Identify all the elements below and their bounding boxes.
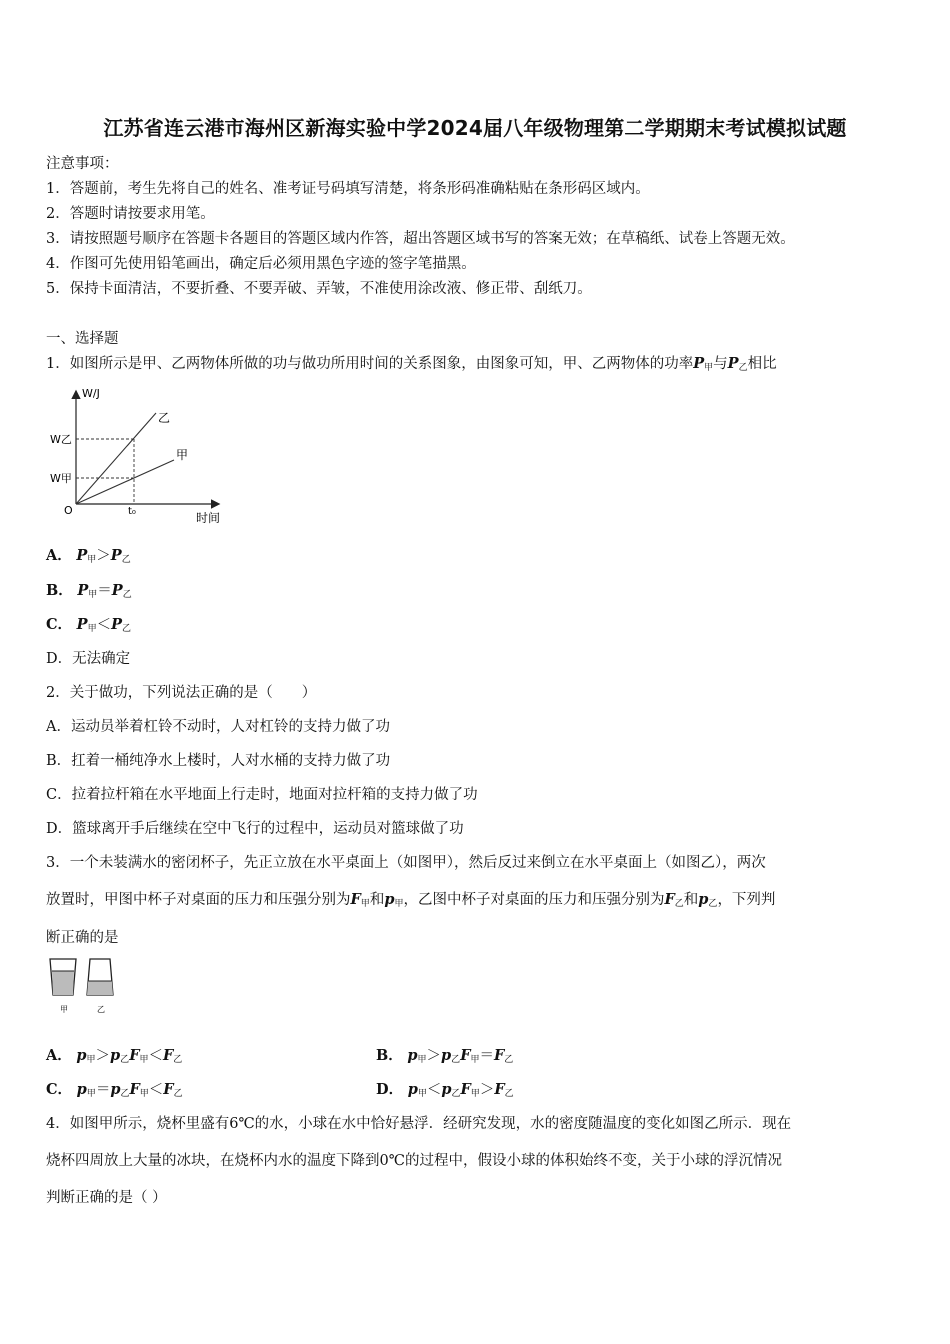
notice-item: 5．保持卡面清洁，不要折叠、不要弄破、弄皱，不准使用涂改液、修正带、刮纸刀。 — [46, 281, 592, 297]
line-jia — [76, 460, 174, 504]
notice-item: 3．请按照题号顺序在答题卡各题目的答题区域内作答，超出答题区域书写的答案无效；在草稿纸、试卷上答题无效。 — [46, 231, 795, 247]
y-axis-label: W/J — [82, 387, 100, 400]
q2-stem: 2．关于做功，下列说法正确的是（ ） — [46, 685, 317, 701]
section-heading: 一、选择题 — [46, 331, 119, 347]
q1-stem: 1．如图所示是甲、乙两物体所做的功与做功所用时间的关系图象，由图象可知，甲、乙两物体的功率$P_甲$与$P_乙$相比 — [46, 355, 777, 373]
line-yi — [76, 413, 156, 504]
q3-stem-line2: 放置时，甲图中杯子对桌面的压力和压强分别为$F_甲$和$p_甲$，乙图中杯子对桌面的压力和压强分别为$F_乙$和$p_乙$，下列判 — [46, 891, 776, 909]
cup-upright — [50, 959, 76, 995]
t0-label: t₀ — [128, 506, 136, 517]
q4-stem-line1: 4．如图甲所示，烧杯里盛有6℃的水，小球在水中恰好悬浮．经研究发现，水的密度随温度的变化如图乙所示．现在 — [46, 1116, 792, 1132]
q3-stem-line3: 断正确的是 — [46, 930, 119, 946]
q1-option-c: C． $P_甲<P_乙$ — [46, 616, 131, 634]
w-jia-label: W甲 — [50, 472, 72, 485]
q2-option-d: D．篮球离开手后继续在空中飞行的过程中，运动员对篮球做了功 — [46, 821, 464, 837]
line-jia-label: 甲 — [176, 448, 189, 462]
q3-option-c: C． $p_甲=p_乙F_甲<F_乙$ — [46, 1081, 183, 1099]
q1-option-d: D．无法确定 — [46, 651, 131, 667]
q3-option-a: A． $p_甲>p_乙F_甲<F_乙$ — [46, 1047, 183, 1065]
q4-stem-line3: 判断正确的是（ ） — [46, 1190, 167, 1206]
page-title: 江苏省连云港市海州区新海实验中学2024届八年级物理第二学期期末考试模拟试题 — [103, 116, 847, 140]
q3-option-b: B． $p_甲>p_乙F_甲=F_乙$ — [376, 1047, 514, 1065]
q1-work-time-graph — [46, 380, 246, 530]
q3-cups-figure — [46, 955, 126, 1017]
origin-label: O — [64, 504, 73, 517]
q3-stem-line1: 3．一个未装满水的密闭杯子，先正立放在水平桌面上（如图甲），然后反过来倒立在水平桌面上（如图乙），两次 — [46, 855, 766, 871]
w-yi-label: W乙 — [50, 433, 72, 446]
notice-item: 1．答题前，考生先将自己的姓名、准考证号码填写清楚，将条形码准确粘贴在条形码区域内。 — [46, 181, 650, 197]
notice-heading: 注意事项： — [46, 156, 119, 172]
cup-jia-label: 甲 — [60, 1005, 68, 1014]
notice-item: 2．答题时请按要求用笔。 — [46, 206, 215, 222]
notice-item: 4．作图可先使用铅笔画出，确定后必须用黑色字迹的签字笔描黑。 — [46, 256, 476, 272]
q4-stem-line2: 烧杯四周放上大量的冰块，在烧杯内水的温度下降到0℃的过程中，假设小球的体积始终不变，关于小球的浮沉情况 — [46, 1153, 782, 1169]
x-axis-label: 时间 — [196, 511, 221, 525]
q3-option-d: D． $p_甲<p_乙F_甲>F_乙$ — [376, 1081, 514, 1099]
q2-option-c: C．拉着拉杆箱在水平地面上行走时，地面对拉杆箱的支持力做了功 — [46, 787, 478, 803]
q1-option-b: B． $P_甲=P_乙$ — [46, 582, 132, 600]
q1-option-a: A． $P_甲>P_乙$ — [46, 547, 131, 565]
q2-option-a: A．运动员举着杠铃不动时，人对杠铃的支持力做了功 — [46, 719, 390, 735]
line-yi-label: 乙 — [158, 411, 171, 425]
cup-yi-label: 乙 — [97, 1005, 105, 1014]
cup-inverted — [87, 959, 113, 995]
q2-option-b: B．扛着一桶纯净水上楼时，人对水桶的支持力做了功 — [46, 753, 391, 769]
